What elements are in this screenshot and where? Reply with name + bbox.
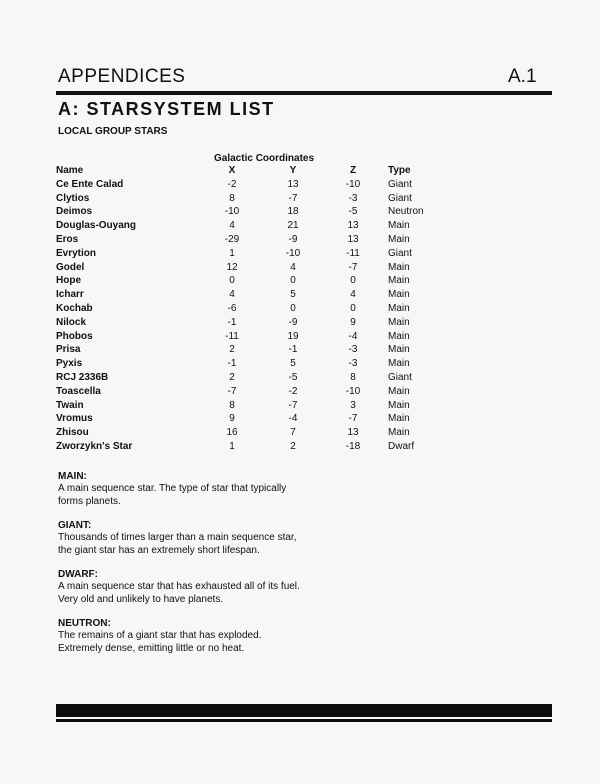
cell-type: Main bbox=[388, 289, 410, 301]
cell-y: 4 bbox=[290, 261, 296, 273]
coordinates-group-heading: Galactic Coordinates bbox=[214, 153, 315, 164]
definition-term: NEUTRON: bbox=[58, 618, 111, 629]
cell-name: Nilock bbox=[56, 316, 87, 328]
table-row bbox=[56, 261, 448, 275]
column-header-x: X bbox=[228, 165, 236, 176]
cell-type: Giant bbox=[388, 192, 412, 204]
cell-y: 19 bbox=[287, 330, 299, 342]
cell-type: Main bbox=[388, 220, 410, 232]
cell-name: RCJ 2336B bbox=[56, 371, 109, 383]
cell-z: -10 bbox=[345, 385, 361, 397]
cell-type: Main bbox=[388, 316, 410, 328]
cell-x: 4 bbox=[229, 289, 235, 301]
cell-z: -10 bbox=[345, 178, 361, 190]
cell-x: 8 bbox=[229, 192, 235, 204]
cell-x: 8 bbox=[229, 399, 235, 411]
cell-z: -7 bbox=[348, 261, 358, 273]
cell-y: -9 bbox=[288, 233, 298, 245]
cell-y: -7 bbox=[288, 399, 298, 411]
star-type-definitions bbox=[58, 470, 318, 666]
cell-type: Main bbox=[388, 261, 410, 273]
cell-type: Neutron bbox=[388, 206, 424, 218]
cell-z: 0 bbox=[350, 275, 356, 287]
cell-y: 7 bbox=[290, 427, 296, 439]
definition-term: GIANT: bbox=[58, 520, 92, 531]
cell-name: Douglas-Ouyang bbox=[56, 220, 137, 232]
table-row bbox=[56, 385, 448, 399]
cell-x: -11 bbox=[225, 330, 239, 342]
cell-z: -3 bbox=[348, 192, 358, 204]
table-row bbox=[56, 219, 448, 233]
cell-y: -5 bbox=[288, 371, 298, 383]
table-row bbox=[56, 399, 448, 413]
definition-term: MAIN: bbox=[58, 471, 87, 482]
cell-z: -3 bbox=[348, 344, 358, 356]
table-row bbox=[56, 302, 448, 316]
cell-name: Zhisou bbox=[56, 427, 89, 439]
cell-z: -4 bbox=[348, 330, 358, 342]
page-title: A: STARSYSTEM LIST bbox=[58, 99, 275, 119]
cell-type: Main bbox=[388, 330, 410, 342]
cell-type: Giant bbox=[388, 178, 412, 190]
cell-type: Giant bbox=[388, 371, 412, 383]
definition-block bbox=[58, 617, 318, 655]
cell-x: 0 bbox=[229, 275, 235, 287]
table-row bbox=[56, 178, 448, 192]
cell-name: Zworzykn's Star bbox=[56, 440, 133, 452]
cell-type: Main bbox=[388, 385, 410, 397]
cell-y: 5 bbox=[290, 289, 296, 301]
definition-block bbox=[58, 519, 318, 557]
cell-y: 0 bbox=[290, 302, 296, 314]
cell-x: 9 bbox=[229, 413, 235, 425]
cell-x: 4 bbox=[229, 220, 235, 232]
cell-z: -5 bbox=[348, 206, 358, 218]
cell-name: Evrytion bbox=[56, 247, 97, 259]
table-row bbox=[56, 288, 448, 302]
definition-text-line: the giant star has an extremely short lifespan. bbox=[58, 544, 260, 556]
cell-z: 4 bbox=[350, 289, 356, 301]
table-row bbox=[56, 412, 448, 426]
cell-x: 1 bbox=[229, 440, 235, 452]
cell-x: -6 bbox=[227, 302, 237, 314]
table-body bbox=[56, 178, 448, 454]
column-header-y: Y bbox=[289, 165, 297, 176]
definition-block bbox=[58, 470, 318, 508]
cell-z: -18 bbox=[345, 440, 361, 452]
cell-name: Godel bbox=[56, 261, 85, 273]
cell-x: -10 bbox=[224, 206, 240, 218]
cell-y: -1 bbox=[288, 344, 298, 356]
cell-y: -10 bbox=[285, 247, 301, 259]
cell-name: Twain bbox=[56, 399, 84, 411]
cell-y: -7 bbox=[288, 192, 298, 204]
cell-type: Giant bbox=[388, 247, 412, 259]
footer-rule bbox=[56, 719, 552, 722]
cell-type: Dwarf bbox=[388, 440, 415, 452]
cell-y: 5 bbox=[290, 358, 296, 370]
cell-name: Prisa bbox=[56, 344, 81, 356]
table-header-row bbox=[56, 164, 448, 178]
page-subtitle: LOCAL GROUP STARS bbox=[58, 126, 168, 137]
definition-text-line: A main sequence star that has exhausted all of its fuel. bbox=[58, 581, 300, 592]
cell-type: Main bbox=[388, 275, 410, 287]
cell-name: Pyxis bbox=[56, 358, 83, 370]
table-row bbox=[56, 247, 448, 261]
cell-x: -7 bbox=[227, 385, 237, 397]
cell-z: 9 bbox=[350, 316, 356, 328]
cell-z: 13 bbox=[347, 233, 359, 245]
cell-z: -11 bbox=[346, 247, 360, 259]
cell-y: -4 bbox=[288, 413, 298, 425]
table-row bbox=[56, 233, 448, 247]
table-row bbox=[56, 330, 448, 344]
cell-x: 2 bbox=[229, 344, 235, 356]
definition-text-line: Thousands of times larger than a main sequence star, bbox=[58, 532, 297, 543]
table-row bbox=[56, 426, 448, 440]
cell-x: 2 bbox=[229, 371, 235, 383]
cell-name: Clytios bbox=[56, 192, 90, 204]
cell-x: 12 bbox=[226, 261, 238, 273]
header-rule bbox=[56, 91, 552, 95]
cell-x: 1 bbox=[229, 247, 235, 259]
cell-y: 18 bbox=[287, 206, 299, 218]
cell-name: Phobos bbox=[56, 330, 93, 342]
page-number: A.1 bbox=[508, 66, 537, 87]
definition-text-line: The remains of a giant star that has exploded. bbox=[58, 630, 262, 641]
cell-y: 21 bbox=[287, 220, 299, 232]
cell-type: Main bbox=[388, 427, 410, 439]
cell-y: 2 bbox=[290, 440, 296, 452]
cell-type: Main bbox=[388, 344, 410, 356]
cell-type: Main bbox=[388, 358, 410, 370]
cell-y: 13 bbox=[287, 178, 299, 190]
cell-y: -9 bbox=[288, 316, 298, 328]
table-row bbox=[56, 205, 448, 219]
table-row bbox=[56, 371, 448, 385]
cell-name: Vromus bbox=[56, 413, 93, 425]
table-row bbox=[56, 274, 448, 288]
cell-x: -1 bbox=[227, 358, 237, 370]
cell-name: Kochab bbox=[56, 302, 93, 314]
column-header-name: Name bbox=[56, 165, 84, 176]
cell-x: -1 bbox=[227, 316, 237, 328]
cell-type: Main bbox=[388, 302, 410, 314]
cell-z: -7 bbox=[348, 413, 358, 425]
table-row bbox=[56, 343, 448, 357]
cell-y: -2 bbox=[288, 385, 298, 397]
definition-text-line: forms planets. bbox=[58, 495, 121, 507]
cell-name: Deimos bbox=[56, 206, 93, 218]
cell-name: Eros bbox=[56, 233, 79, 245]
cell-z: 13 bbox=[347, 220, 359, 232]
definition-text-line: A main sequence star. The type of star that typically bbox=[58, 483, 287, 494]
cell-type: Main bbox=[388, 233, 410, 245]
cell-z: 3 bbox=[350, 399, 356, 411]
table-row bbox=[56, 192, 448, 206]
cell-x: -29 bbox=[224, 233, 240, 245]
definition-block bbox=[58, 568, 318, 606]
cell-z: 8 bbox=[350, 371, 356, 383]
cell-y: 0 bbox=[290, 275, 296, 287]
definition-term: DWARF: bbox=[58, 569, 98, 580]
cell-name: Hope bbox=[56, 275, 81, 287]
cell-x: 16 bbox=[226, 427, 238, 439]
cell-name: Ce Ente Calad bbox=[56, 178, 124, 190]
cell-type: Main bbox=[388, 399, 410, 411]
cell-name: Icharr bbox=[56, 289, 84, 301]
cell-x: -2 bbox=[227, 178, 237, 190]
column-header-type: Type bbox=[388, 165, 411, 176]
definition-text-line: Very old and unlikely to have planets. bbox=[58, 593, 224, 605]
cell-z: -3 bbox=[348, 358, 358, 370]
cell-name: Toascella bbox=[56, 385, 101, 397]
cell-z: 0 bbox=[350, 302, 356, 314]
table-row bbox=[56, 357, 448, 371]
table-row bbox=[56, 316, 448, 330]
star-system-table bbox=[56, 164, 448, 454]
table-row bbox=[56, 440, 448, 454]
cell-z: 13 bbox=[347, 427, 359, 439]
footer-bar bbox=[56, 704, 552, 717]
definition-text-line: Extremely dense, emitting little or no heat. bbox=[58, 642, 245, 654]
cell-type: Main bbox=[388, 413, 410, 425]
column-header-z: Z bbox=[349, 165, 357, 176]
section-header: APPENDICES bbox=[58, 66, 186, 87]
